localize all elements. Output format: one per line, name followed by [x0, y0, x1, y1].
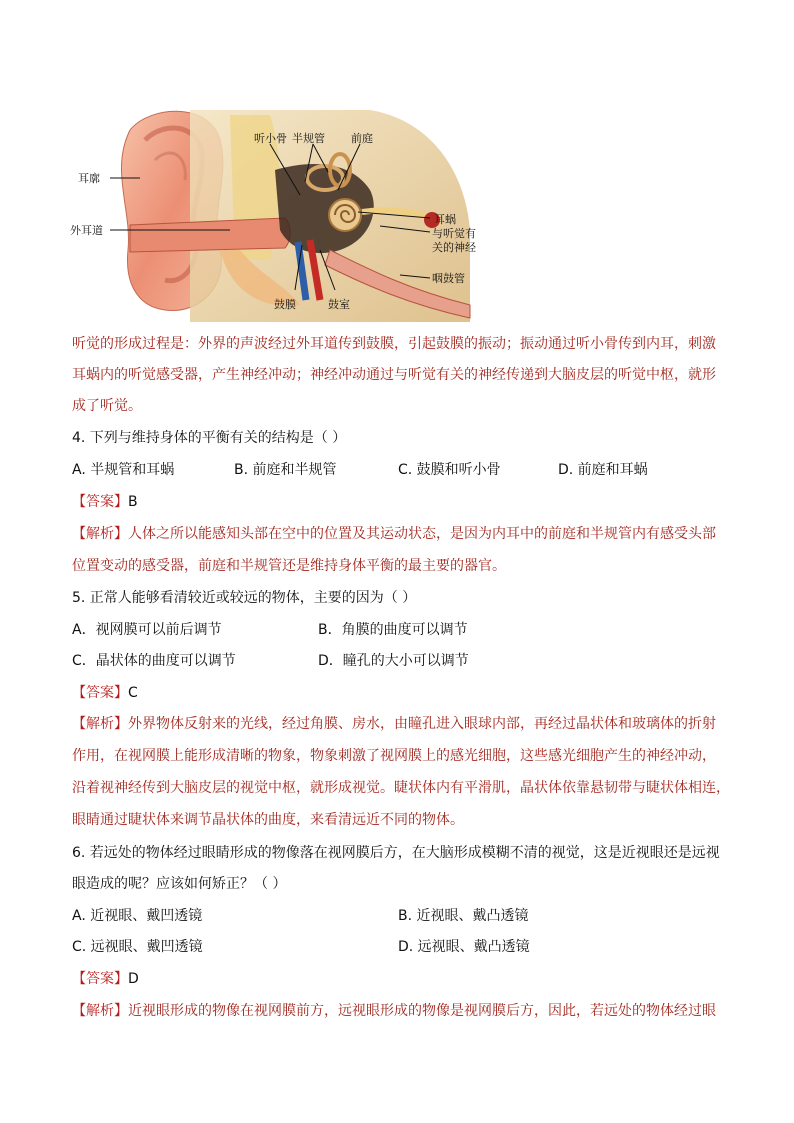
q6-option-a: A. 近视眼、戴凹透镜: [72, 908, 203, 924]
label-cochlea: 耳蜗: [434, 213, 456, 226]
q5-answer-value: C: [128, 685, 138, 701]
q5-option-c: C．晶状体的曲度可以调节: [72, 653, 236, 669]
q5-option-a: A．视网膜可以前后调节: [72, 622, 222, 638]
q5-analysis-text-1: 外界物体反射来的光线，经过角膜、房水，由瞳孔进入眼球内部，再经过晶状体和玻璃体的折射: [128, 716, 716, 732]
q4-analysis-line-1: [72, 524, 716, 544]
q6-answer-value: D: [128, 971, 139, 987]
q4-option-d: D. 前庭和耳蜗: [558, 462, 648, 478]
label-hearing-nerve-line2: 关的神经: [432, 241, 476, 254]
q5-stem: 5. 正常人能够看清较近或较远的物体，主要的因为（ ）: [72, 590, 417, 606]
label-ossicles: 听小骨: [254, 132, 287, 145]
q6-stem-line-1: 6. 若远处的物体经过眼睛形成的物像落在视网膜后方，在大脑形成模糊不清的视觉，这是近视眼还是远视: [72, 845, 720, 861]
q4-analysis-tag: 【解析】: [72, 526, 128, 542]
q6-analysis-text-1: 近视眼形成的物像在视网膜前方，远视眼形成的物像是视网膜后方，因此，若远处的物体经过眼: [128, 1003, 716, 1019]
q6-option-c: C. 远视眼、戴凹透镜: [72, 939, 203, 955]
q4-option-a: A. 半规管和耳蜗: [72, 462, 175, 478]
q4-answer-tag: 【答案】: [72, 494, 128, 510]
q5-analysis-line-1: [72, 714, 716, 734]
label-semicircular-canals: 半规管: [292, 132, 325, 145]
q5-analysis-tag: 【解析】: [72, 716, 128, 732]
label-auricle: 耳廓: [78, 172, 100, 185]
q6-analysis-tag: 【解析】: [72, 1003, 128, 1019]
label-eustachian-tube: 咽鼓管: [432, 272, 465, 285]
q5-analysis-line-4: 眼睛通过睫状体来调节晶状体的曲度，来看清远近不同的物体。: [72, 812, 464, 828]
q4-option-c: C. 鼓膜和听小骨: [398, 462, 501, 478]
label-hearing-nerve-line1: 与听觉有: [432, 227, 476, 240]
q4-option-b: B. 前庭和半规管: [234, 462, 337, 478]
label-ear-canal: 外耳道: [70, 224, 103, 237]
label-vestibule: 前庭: [351, 132, 373, 145]
q6-option-b: B. 近视眼、戴凸透镜: [398, 908, 529, 924]
q4-analysis-text-1: 人体之所以能感知头部在空中的位置及其运动状态，是因为内耳中的前庭和半规管内有感受头部: [128, 526, 716, 542]
intro-line-2: 耳蜗内的听觉感受器，产生神经冲动；神经冲动通过与听觉有关的神经传递到大脑皮层的听觉中枢，就形: [72, 367, 716, 383]
q6-analysis-line-1: [72, 1001, 716, 1021]
q6-answer-tag: 【答案】: [72, 971, 128, 987]
q5-option-d: D．瞳孔的大小可以调节: [318, 653, 469, 669]
intro-line-1: 听觉的形成过程是：外界的声波经过外耳道传到鼓膜，引起鼓膜的振动；振动通过听小骨传到内耳，刺激: [72, 336, 716, 352]
q5-analysis-line-3: 沿着视神经传到大脑皮层的视觉中枢，就形成视觉。睫状体内有平滑肌，晶状体依靠悬韧带与睫状体相连，: [72, 780, 730, 796]
intro-line-3: 成了听觉。: [72, 398, 142, 414]
q6-option-d: D. 远视眼、戴凸透镜: [398, 939, 530, 955]
q4-answer-value: B: [128, 494, 138, 510]
q5-answer: [72, 683, 138, 703]
q6-stem-line-2: 眼造成的呢？应该如何矫正？（ ）: [72, 876, 287, 892]
q5-answer-tag: 【答案】: [72, 685, 128, 701]
q5-analysis-line-2: 作用，在视网膜上能形成清晰的物象，物象刺激了视网膜上的感光细胞，这些感光细胞产生的神经冲动，: [72, 748, 716, 764]
q6-answer: [72, 969, 139, 989]
label-tympanic-cavity: 鼓室: [328, 298, 350, 311]
ear-anatomy-figure: [70, 100, 490, 322]
q4-stem: 4. 下列与维持身体的平衡有关的结构是（ ）: [72, 430, 347, 446]
q4-answer: [72, 492, 138, 512]
q5-option-b: B．角膜的曲度可以调节: [318, 622, 468, 638]
q4-analysis-line-2: 位置变动的感受器，前庭和半规管还是维持身体平衡的最主要的器官。: [72, 558, 506, 574]
label-eardrum: 鼓膜: [274, 298, 296, 311]
